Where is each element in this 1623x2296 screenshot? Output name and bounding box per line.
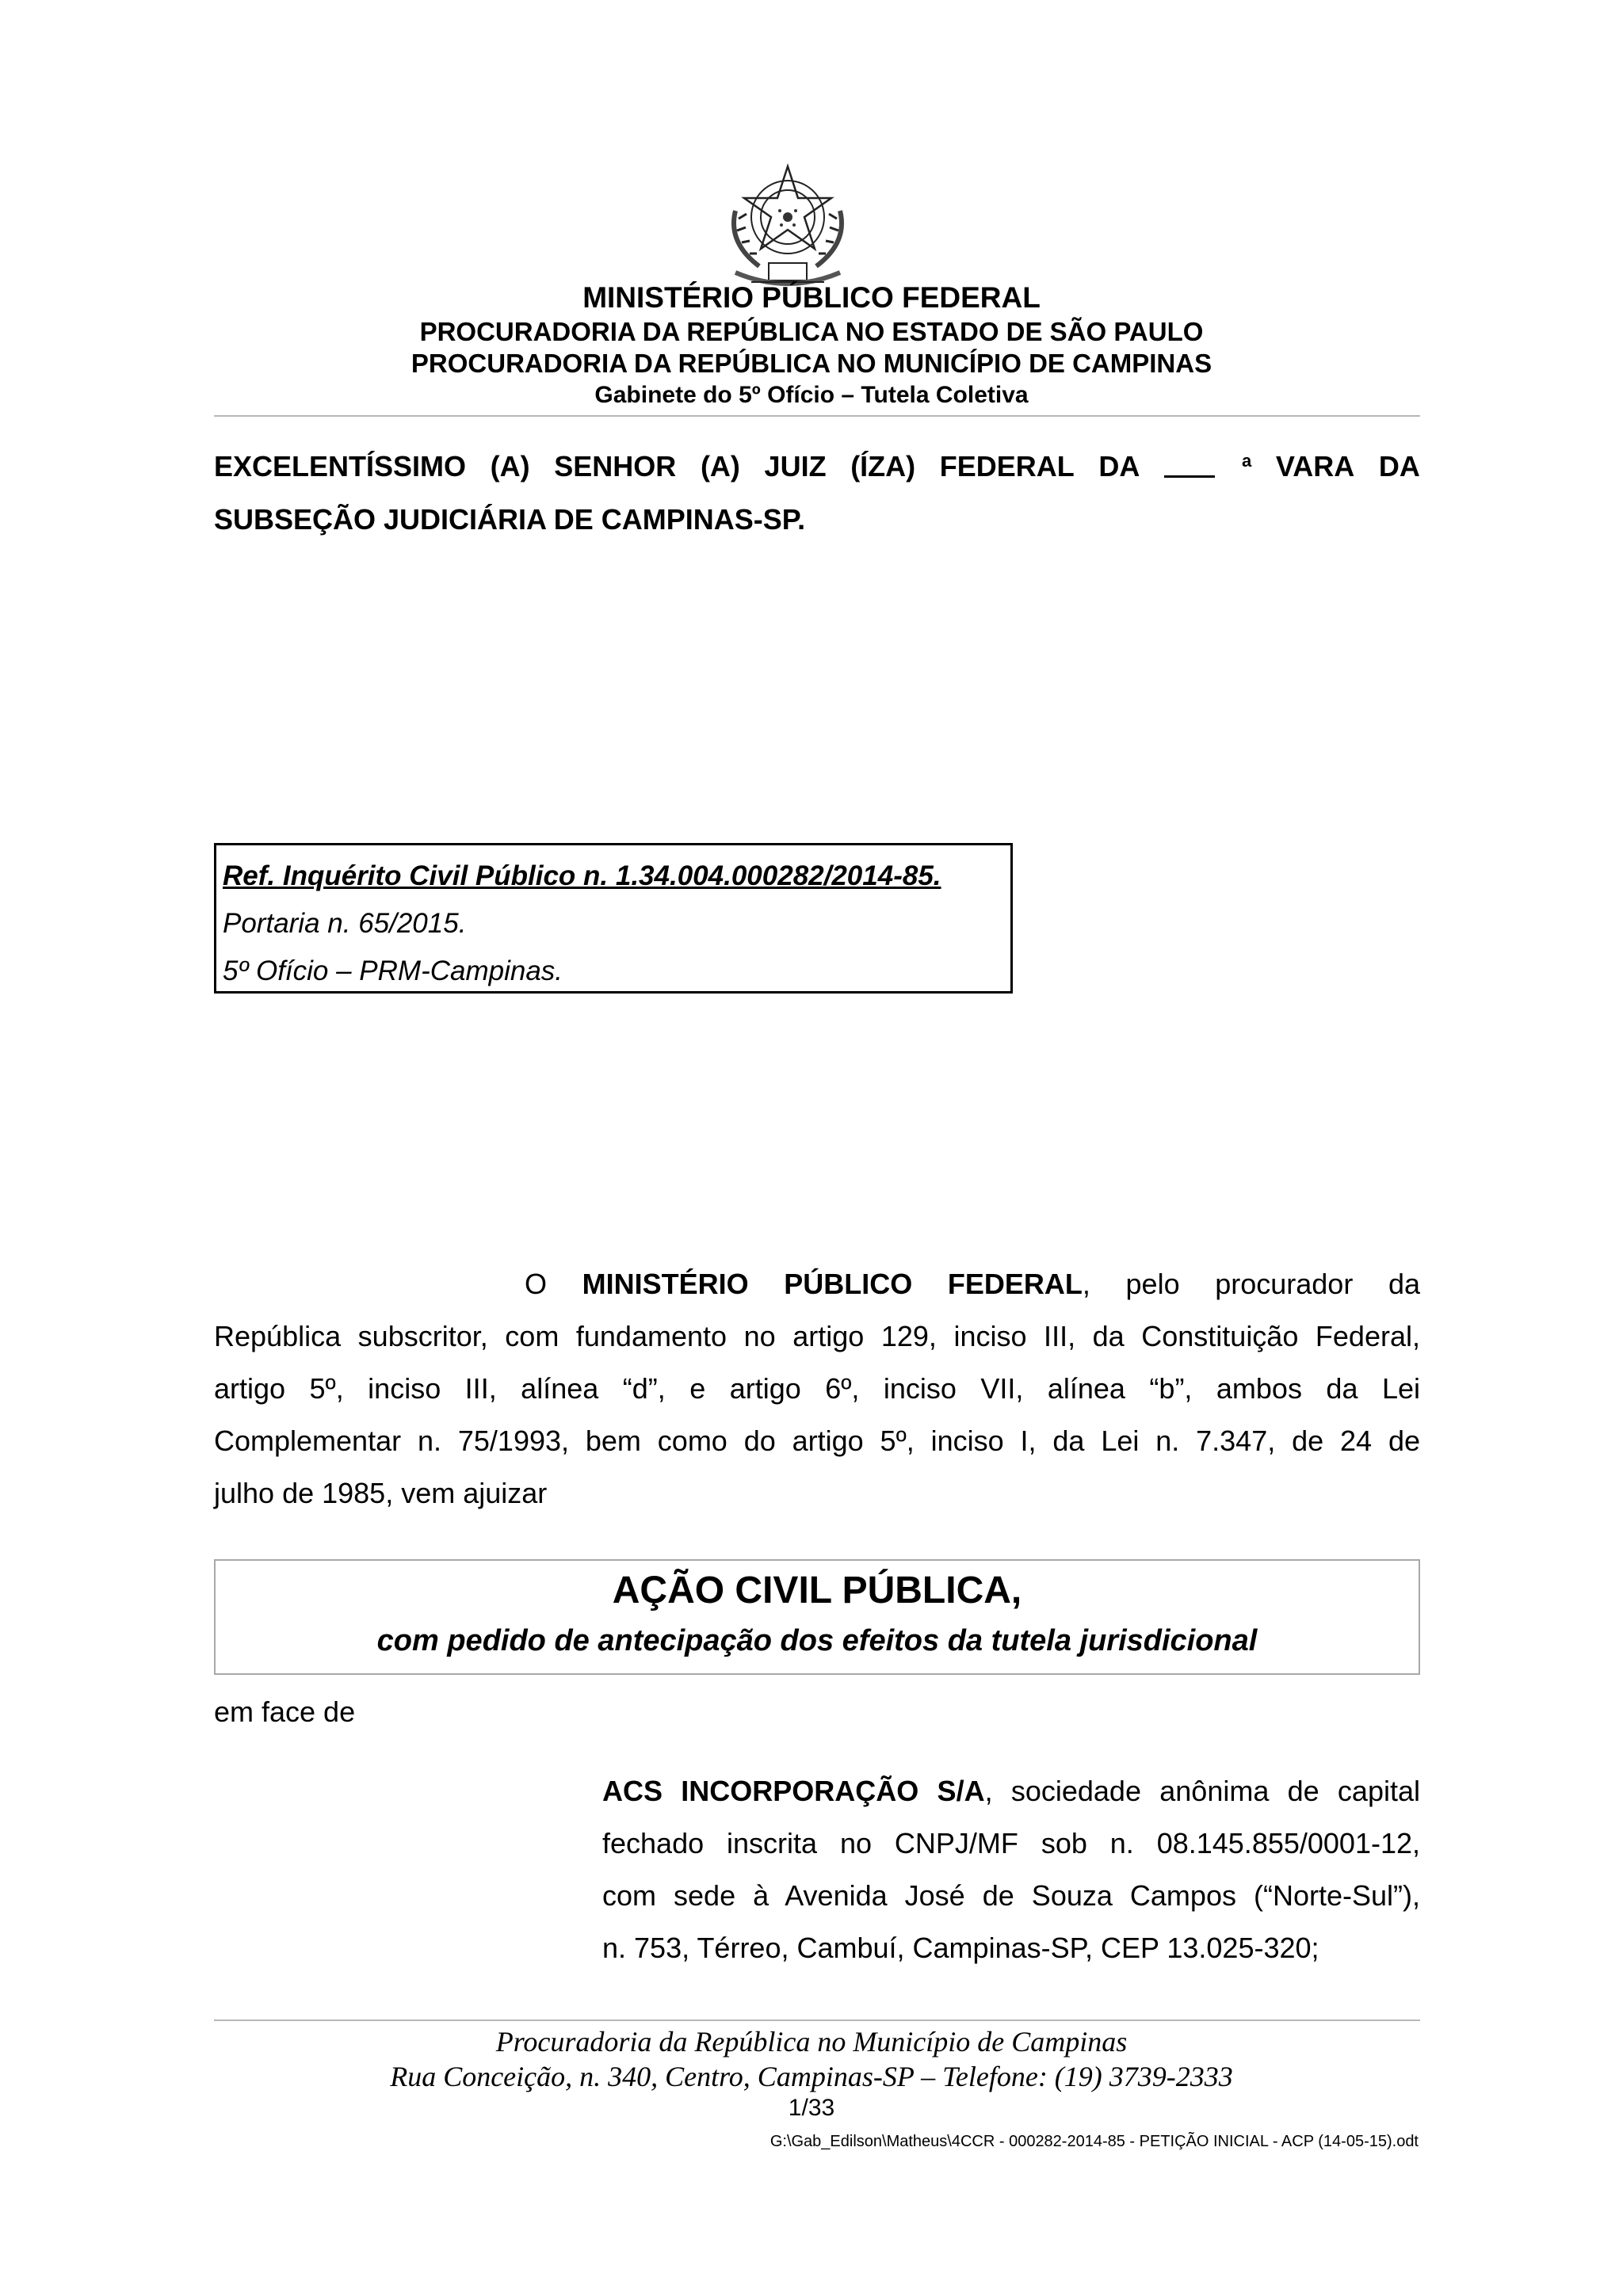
addressee-word: (A) xyxy=(700,450,740,482)
reference-inquiry: Ref. Inquérito Civil Público n. 1.34.004.000282/2014-85. xyxy=(223,860,941,891)
header-ministry: MINISTÉRIO PÚBLICO FEDERAL xyxy=(582,281,1041,314)
ordinal-indicator: a xyxy=(1242,451,1252,471)
addressee-line-1 xyxy=(214,450,1420,485)
coat-of-arms-emblem xyxy=(720,155,856,290)
defendant-line-4: n. 753, Térreo, Cambuí, Campinas-SP, CEP 13.025-320; xyxy=(602,1932,1319,1964)
defendant-text: , sociedade anônima de capital xyxy=(984,1775,1420,1807)
action-title: AÇÃO CIVIL PÚBLICA, xyxy=(612,1569,1022,1611)
reference-portaria: Portaria n. 65/2015. xyxy=(223,908,467,939)
addressee-word: SENHOR xyxy=(554,450,677,482)
addressee-line-2: SUBSEÇÃO JUDICIÁRIA DE CAMPINAS-SP. xyxy=(214,503,806,536)
defendant-line-1 xyxy=(602,1765,1420,1817)
header-cabinet: Gabinete do 5º Ofício – Tutela Coletiva xyxy=(594,382,1029,408)
defendant-name: ACS INCORPORAÇÃO S/A xyxy=(602,1775,985,1807)
file-path: G:\Gab_Edilson\Matheus\4CCR - 000282-2014-85 - PETIÇÃO INICIAL - ACP (14-05-15).odt xyxy=(769,2133,1419,2150)
intro-paragraph xyxy=(214,1258,1420,1520)
footer-office: Procuradoria da República no Município de Campinas xyxy=(495,2026,1128,2058)
intro-text: , pelo procurador da xyxy=(1082,1268,1420,1300)
footer-divider xyxy=(214,2019,1420,2021)
addressee-word: FEDERAL xyxy=(939,450,1075,482)
header-divider xyxy=(214,415,1420,417)
intro-line-5: julho de 1985, vem ajuizar xyxy=(214,1477,548,1509)
ministry-name: MINISTÉRIO PÚBLICO FEDERAL xyxy=(582,1268,1083,1300)
header-state-office: PROCURADORIA DA REPÚBLICA NO ESTADO DE SÃO PAULO xyxy=(419,317,1204,346)
footer-address: Rua Conceição, n. 340, Centro, Campinas-SP – Telefone: (19) 3739-2333 xyxy=(390,2061,1233,2092)
addressee-word: (ÍZA) xyxy=(850,450,916,482)
intro-line-4: Complementar n. 75/1993, bem como do artigo 5º, inciso I, da Lei n. 7.347, de 24 de xyxy=(214,1425,1420,1457)
addressee-word: JUIZ xyxy=(764,450,827,482)
against-label: em face de xyxy=(214,1695,356,1728)
action-subtitle: com pedido de antecipação dos efeitos da tutela jurisdicional xyxy=(376,1624,1258,1657)
court-number-blank xyxy=(1164,450,1251,485)
defendant-line-3: com sede à Avenida José de Souza Campos (“Norte-Sul”), xyxy=(602,1879,1420,1912)
addressee-word: (A) xyxy=(490,450,530,482)
intro-line-1 xyxy=(214,1258,1420,1310)
reference-office: 5º Ofício – PRM-Campinas. xyxy=(223,955,563,986)
intro-line-2: República subscritor, com fundamento no artigo 129, inciso III, da Constituição Federal, xyxy=(214,1320,1420,1352)
defendant-line-2: fechado inscrita no CNPJ/MF sob n. 08.145.855/0001-12, xyxy=(602,1827,1420,1859)
defendant-block xyxy=(602,1765,1420,1974)
header-municipal-office: PROCURADORIA DA REPÚBLICA NO MUNICÍPIO DE CAMPINAS xyxy=(411,349,1212,378)
intro-line-3: artigo 5º, inciso III, alínea “d”, e artigo 6º, inciso VII, alínea “b”, ambos da Lei xyxy=(214,1372,1420,1405)
intro-text: O xyxy=(525,1268,582,1300)
addressee-word: DA xyxy=(1378,450,1420,482)
reference-box xyxy=(214,843,1013,994)
page-number: 1/33 xyxy=(788,2095,835,2121)
addressee-word: VARA xyxy=(1275,450,1355,482)
addressee-word: DA xyxy=(1098,450,1140,482)
action-title-box xyxy=(214,1559,1420,1675)
addressee-word: EXCELENTÍSSIMO xyxy=(214,450,467,482)
